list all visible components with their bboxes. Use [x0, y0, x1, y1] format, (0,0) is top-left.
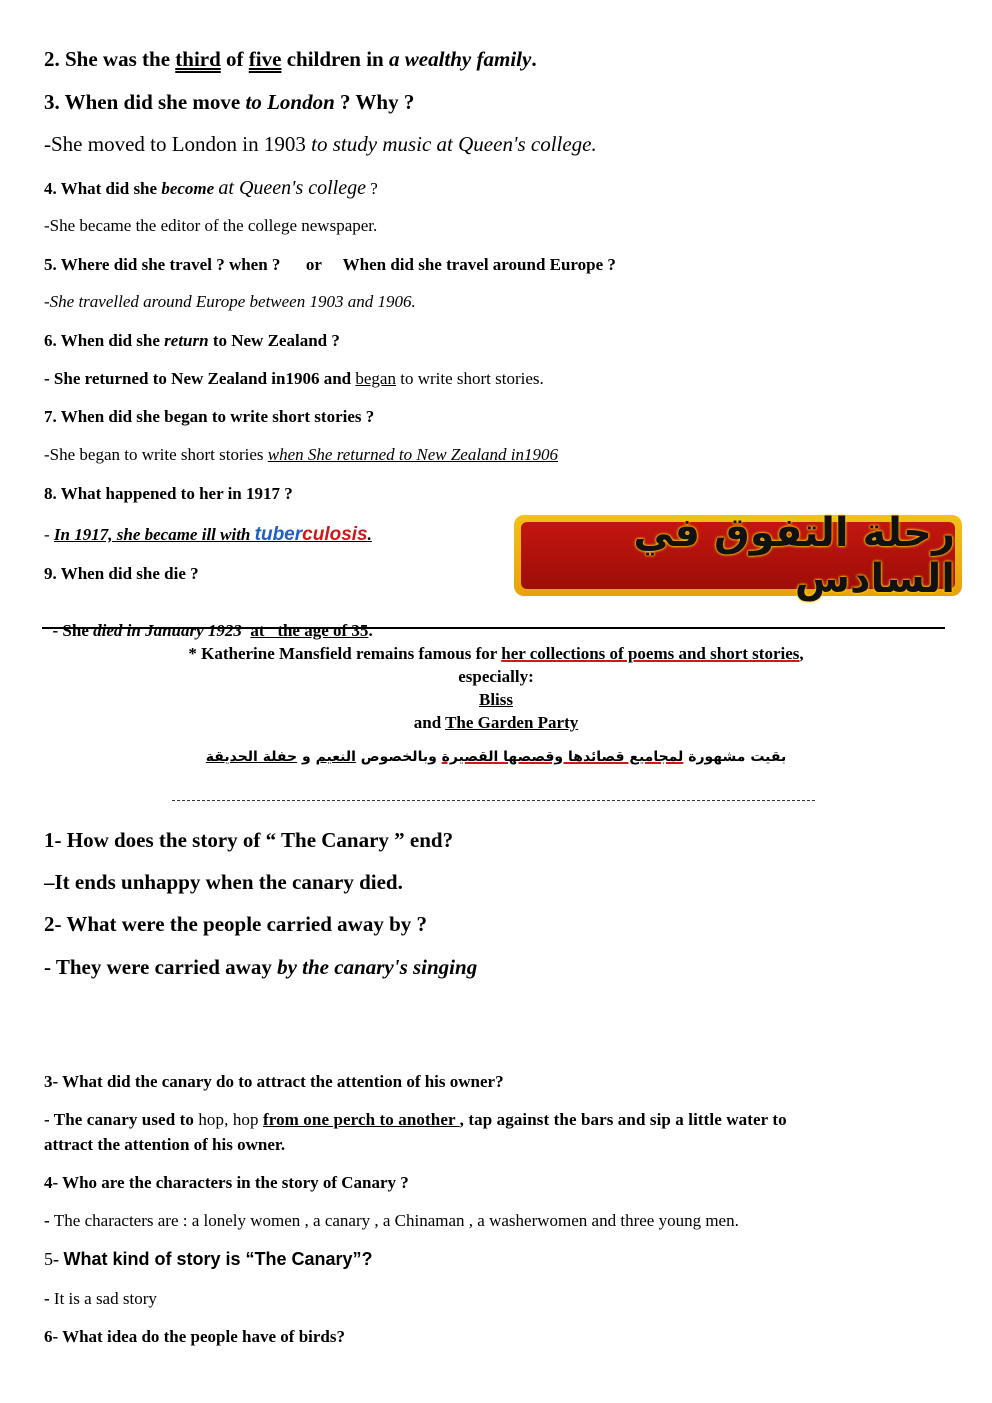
famous-line-3: Bliss: [478, 690, 514, 709]
question-3: 3. When did she move to London ? Why ?: [44, 90, 415, 114]
famous-line-4: and The Garden Party: [413, 713, 579, 732]
canary-question-4: 4- Who are the characters in the story of Canary ?: [44, 1173, 409, 1192]
canary-answer-5: - It is a sad story: [44, 1289, 157, 1308]
question-5: 5. Where did she travel ? when ? or When did she travel around Europe ?: [44, 255, 616, 274]
question-4: 4. What did she become at Queen's college ?: [44, 177, 378, 199]
question-9: 9. When did she die ?: [44, 564, 199, 583]
question-2: 2. She was the third of five children in a wealthy family.: [44, 47, 537, 71]
question-8: 8. What happened to her in 1917 ?: [44, 484, 293, 503]
answer-5: -She travelled around Europe between 1903 and 1906.: [44, 292, 416, 311]
section-divider: [42, 627, 945, 629]
canary-question-5: 5- What kind of story is “The Canary”?: [44, 1249, 373, 1269]
canary-answer-2: - They were carried away by the canary's singing: [44, 955, 478, 979]
dashed-divider: [172, 800, 815, 801]
canary-answer-4: - The characters are : a lonely women , a canary , a Chinaman , a washerwomen and three young men.: [44, 1211, 739, 1230]
answer-9: - She died in January 1923 at the age of 35.: [52, 620, 373, 640]
canary-question-6: 6- What idea do the people have of birds?: [44, 1327, 345, 1346]
famous-line-2: especially:: [458, 667, 534, 686]
canary-question-2: 2- What were the people carried away by ?: [44, 912, 428, 936]
answer-4: -She became the editor of the college newspaper.: [44, 216, 378, 235]
answer-8: - In 1917, she became ill with tuberculosis.: [44, 524, 372, 545]
answer-7: -She began to write short stories when She returned to New Zealand in1906: [44, 445, 559, 464]
canary-answer-1: –It ends unhappy when the canary died.: [44, 870, 403, 894]
arabic-banner-logo: [514, 509, 962, 602]
answer-3: -She moved to London in 1903 to study music at Queen's college.: [44, 132, 597, 156]
banner-text: رحلة التفوق في السادس: [521, 522, 955, 589]
canary-question-1: 1- How does the story of “ The Canary ” end?: [44, 828, 454, 852]
canary-question-3: 3- What did the canary do to attract the attention of his owner?: [44, 1072, 504, 1091]
canary-answer-3-cont: attract the attention of his owner.: [44, 1135, 286, 1154]
question-7: 7. When did she began to write short stories ?: [44, 407, 375, 426]
answer-6: - She returned to New Zealand in1906 and began to write short stories.: [44, 369, 544, 388]
arabic-translation: بقيت مشهورة لمجاميع قصائدها وقصصها القصيرة وبالخصوص النعيم و حفلة الحديقة: [205, 749, 787, 765]
question-6: 6. When did she return to New Zealand ?: [44, 331, 340, 350]
famous-line-1: * Katherine Mansfield remains famous for her collections of poems and short stories,: [188, 644, 804, 663]
canary-answer-3: - The canary used to hop, hop from one perch to another , tap against the bars and sip a little water to: [44, 1110, 787, 1129]
